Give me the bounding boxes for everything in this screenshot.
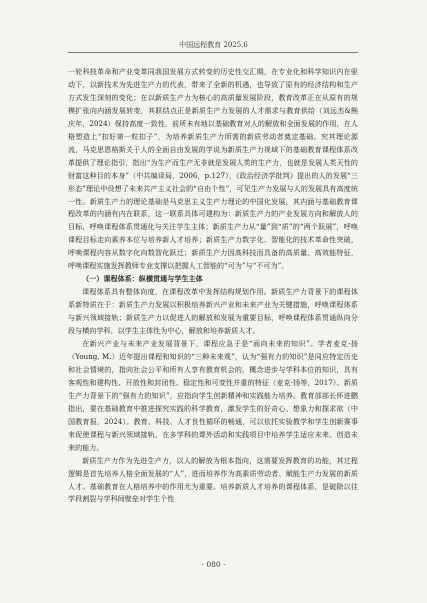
paragraph: 新质生产力作为先进生产力，以人的解放为根本指向，这需要发挥教育的功能，其过程逻辑是首先培养人格全面发展的“人”，进而培养作为高素质劳动者、赋能生产力发展的新质人才。基础教育在人格培养中的作用尤为重要。培养新质人才培养的课程体系，是破除以往学段割裂与学科间壁垒对学生个性 — [68, 455, 358, 504]
page-number: · 080 · — [201, 560, 226, 569]
header-divider — [68, 52, 358, 53]
paragraph: 一轮科技革命和产业变革同我国发展方式转变的历史性交汇期，在专业化和科学知识内在驱动下，以新技术为先进生产力的代表，带来了全新的机遇，也导致了原有的经济结构和生产方式发生深刻的变化；在以新质生产力为核心的高质量发展阶段，教育改革正在从原有的规模扩张向内涵发展转变，其联结点正是新质生产力发展的人才需求与教育供给（刘远杰&熊庆年，2024）保持高度一致性，前所未有地以基础教育对人的解放和全面发展的作用，在人格塑造上“扣好第一粒扣子”，为培养新质生产力所需的新质劳动者奠定基础。究其理论源流，马克思恩格斯关于人的全面自由发展的学说为新质生产力视域下的基础教育课程体系改革提供了理论指引，指出“为生产而生产无非就是发展人类的生产力，也就是发展人类天性的财富这种目的本身”（中共编译局，2006，p.127），《政治经济学批判》提出的人的发展“三形态”理论中设想了未来共产主义社会的“自由个性”，可见生产力发展与人的发展具有高度统一性。新质生产力的理论基础是马克思主义生产力理论的中国化发展，其内涵与基础教育课程改革的内涵有内在联系，这一联系具体可建构为：新质生产力的产业发展方向和解放人的目标，呼唤课程体系贯通化与关注学生主体；新质生产力从“量”到“质”的“两个跃展”，呼唤课程目标走向素养本位与培养新人才培养；新质生产力数字化、智能化的技术革命性突破，呼唤课程内容从数字化向数智化跃迁；新质生产力因高科技而具备的高质量、高效能特征，呼唤课程实施发挥教师专业支撑以把握人工智能的“可为”与“不可为”。 — [68, 67, 358, 271]
paragraph: 课程体系具有整体向度，在课程改革中发挥结构规划作用。新质生产力背景下的课程体系新特质在于：新质生产力发展以积极培养新兴产业和未来产业为关键措施，呼唤课程体系与新兴领域接轨；新质生产力以促进人的解放和发展为重要目标，呼唤课程体系贯通纵向分段与横向学科，以学生主体性为中心，解放和培养新质人才。 — [68, 287, 358, 336]
paragraph: 在新兴产业与未来产业发展背景下，课程应急于是“面向未来的知识”。学者麦克·扬（Young, M.）近年提出课程和知识的“三种未来观”，认为“强有力的知识”是同应特定历史和社会情境的，指向社会公平和所有人享有教育机会的，概念进步与学科本位的知识，具有客观性和建构性、开放性和封闭性、稳定性和可变性并重的特征（麦克·扬等，2017）。新质生产力背景下的“强有力的知识”，应指向学生创新精神和实践能力培养。教育部部长怀进鹏指出，要在基础教育中推进探究实践的科学教育，激发学生的好奇心、想象力和探求欲（中国教育报，2024）。教育、科技、人才良性循环的畅通，可以依托实验教学和学生创新赛事来促使课程与新兴领域接轨，在多学科的课外活动和实践项目中培养学生适应未来、创造未来的能力。 — [68, 339, 358, 452]
running-header: 中国远程教育 2025.6 — [179, 41, 248, 49]
article-body — [68, 66, 358, 506]
section-subheading: （一）课程体系：纵横贯通与学生主体 — [82, 274, 203, 284]
